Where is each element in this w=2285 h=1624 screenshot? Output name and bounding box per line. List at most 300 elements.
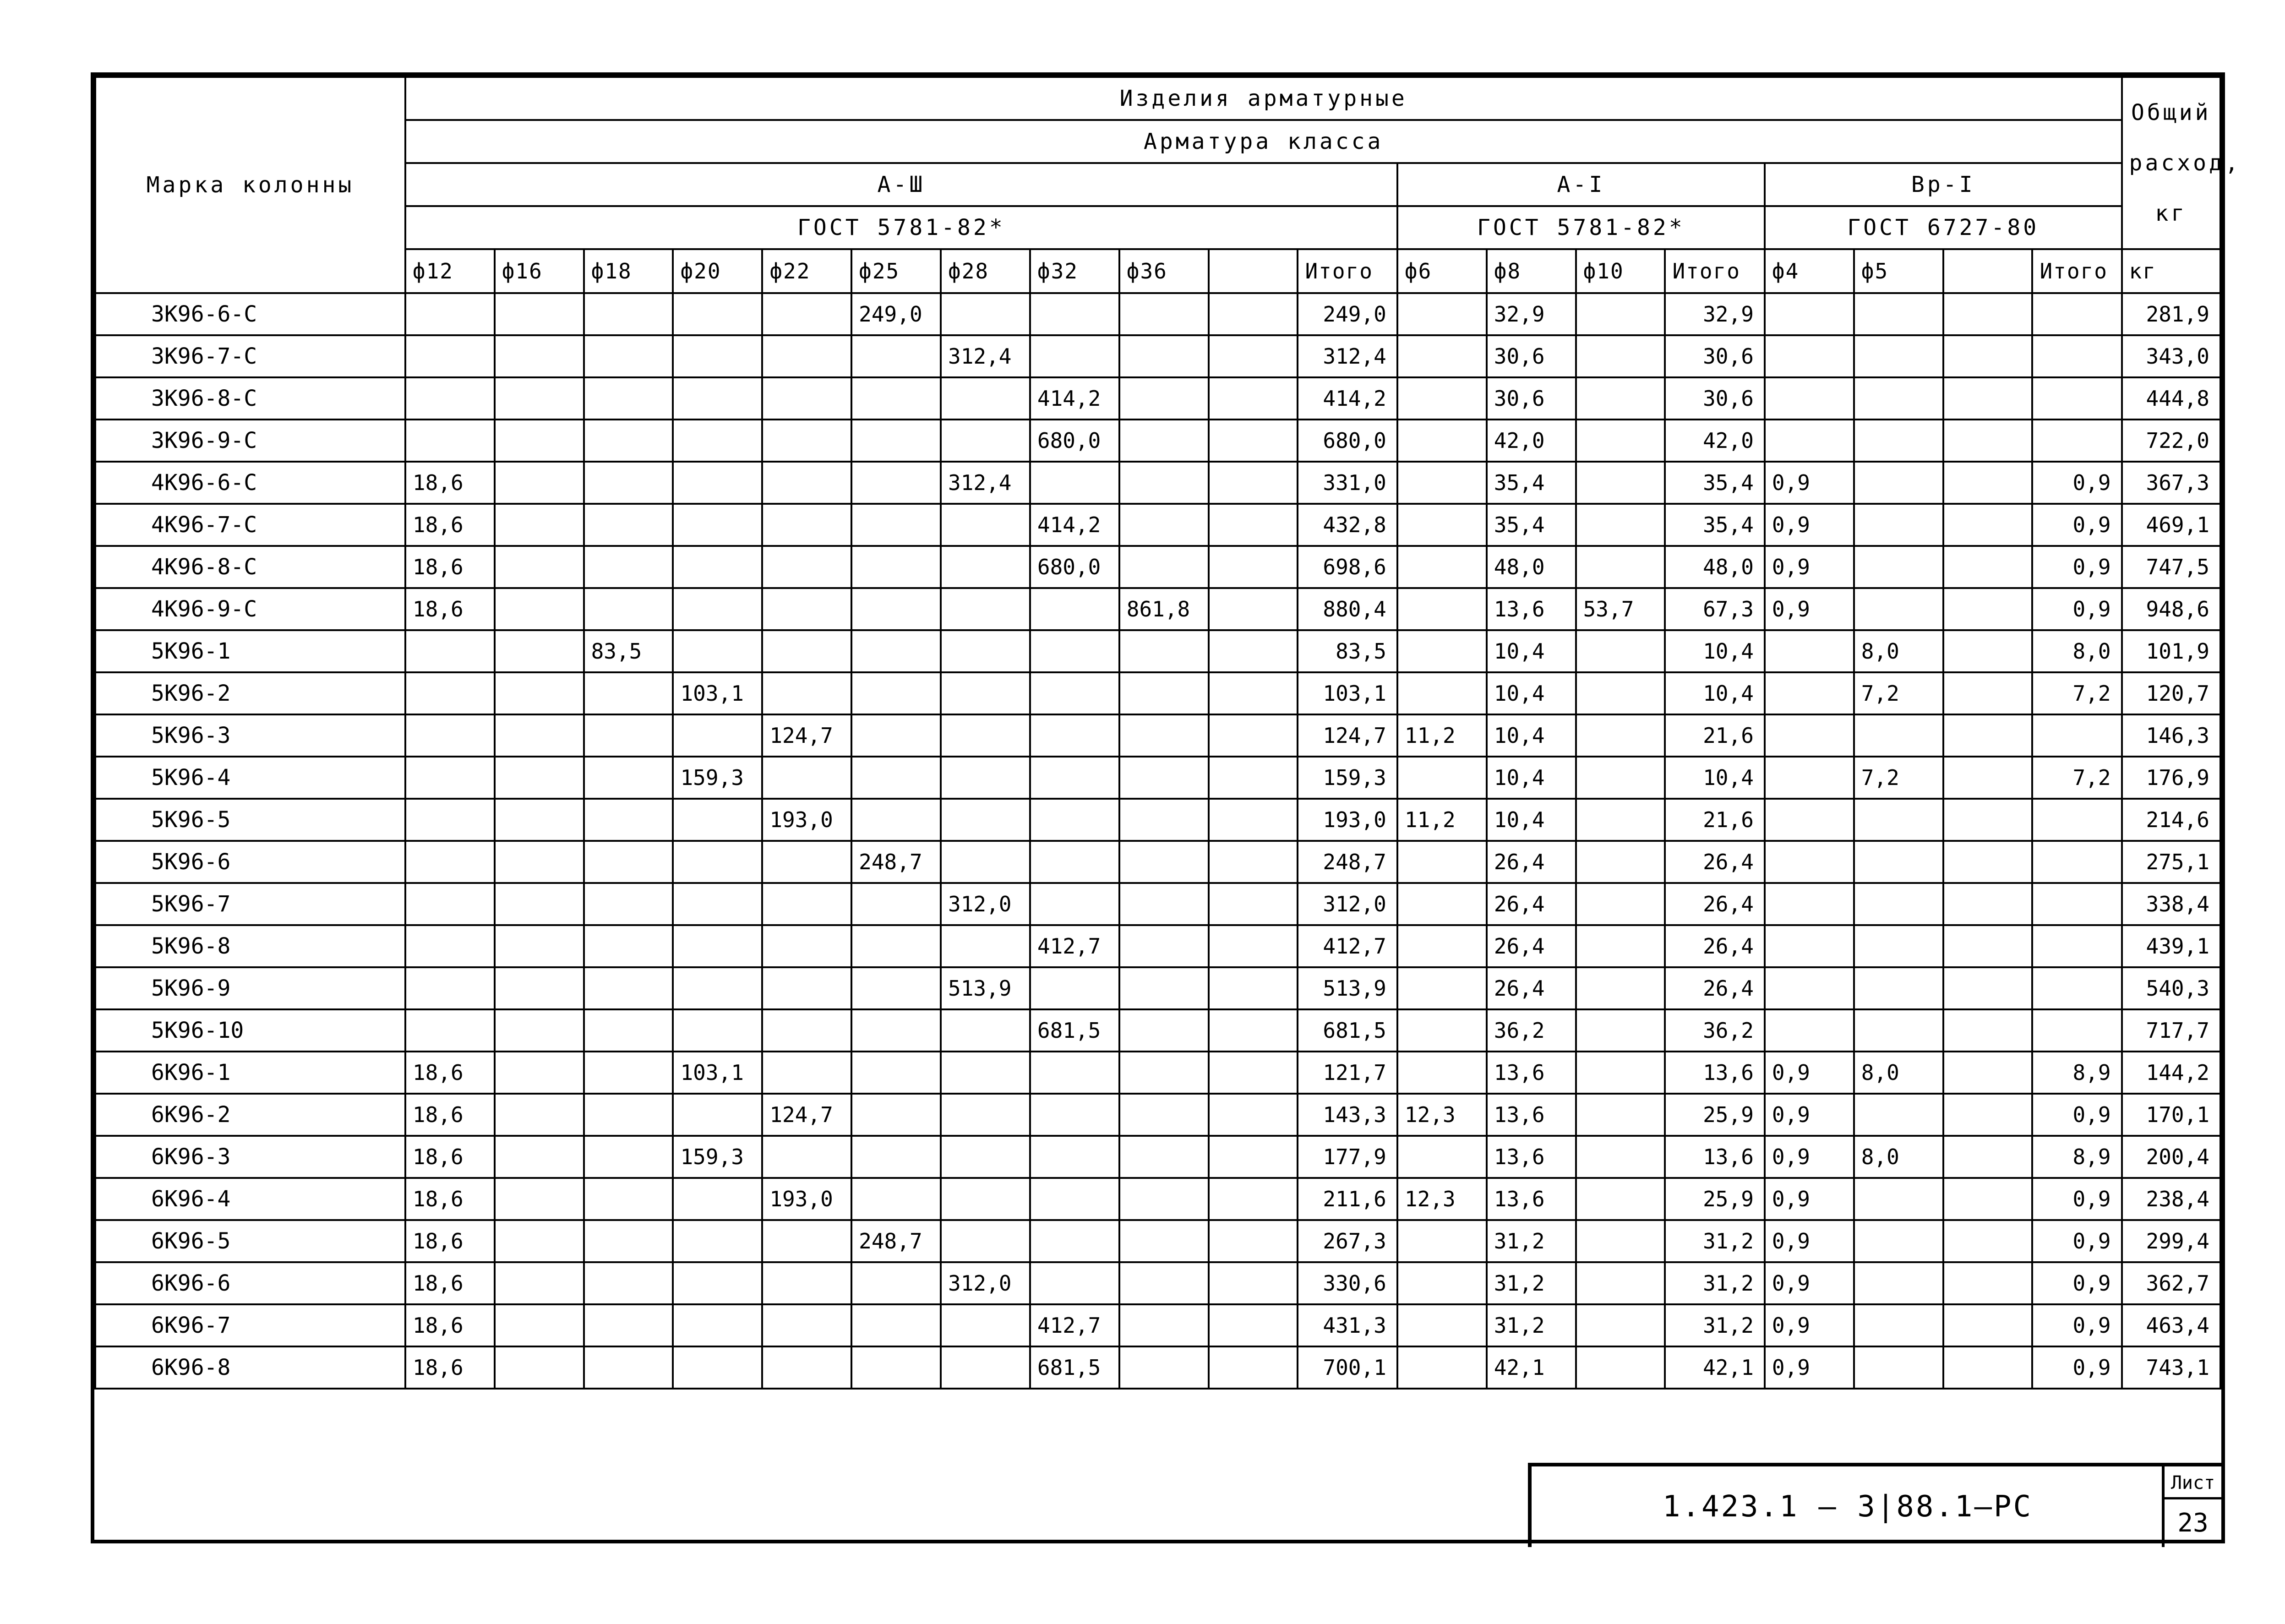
table-cell — [762, 335, 851, 377]
table-cell: 159,3 — [1298, 757, 1397, 799]
table-cell — [941, 377, 1030, 420]
table-cell: 159,3 — [673, 757, 762, 799]
table-cell — [1209, 1304, 1298, 1346]
table-cell: 431,3 — [1298, 1304, 1397, 1346]
table-cell: 18,6 — [405, 504, 495, 546]
table-cell — [1943, 504, 2033, 546]
table-cell — [1943, 1052, 2033, 1094]
table-cell — [673, 420, 762, 462]
header-row-diameters — [95, 249, 2220, 293]
group-a3-class: А-Ш — [405, 163, 1397, 206]
table-cell: 48,0 — [1665, 546, 1764, 588]
table-cell — [851, 799, 941, 841]
table-cell — [673, 588, 762, 630]
table-cell — [1397, 1136, 1487, 1178]
table-cell: 32,9 — [1487, 293, 1576, 335]
table-cell — [584, 883, 673, 925]
table-cell — [941, 925, 1030, 967]
table-cell: 26,4 — [1487, 841, 1576, 883]
column-header-2: ф18 — [584, 249, 673, 293]
table-cell — [1576, 462, 1665, 504]
table-cell — [1119, 504, 1209, 546]
table-row — [95, 1009, 2220, 1052]
table-cell: 700,1 — [1298, 1346, 1397, 1389]
table-cell: 0,9 — [1765, 1178, 1854, 1220]
table-cell — [495, 462, 584, 504]
row-total: 146,3 — [2122, 714, 2220, 757]
row-total: 469,1 — [2122, 504, 2220, 546]
table-cell — [1119, 1346, 1209, 1389]
table-cell — [2032, 377, 2121, 420]
column-header-17 — [1943, 249, 2033, 293]
table-cell — [1397, 504, 1487, 546]
row-mark: 5К96-2 — [95, 672, 405, 714]
table-cell — [2032, 714, 2121, 757]
table-cell — [1209, 925, 1298, 967]
table-cell: 0,9 — [2032, 1094, 2121, 1136]
row-mark: 4К96-8-С — [95, 546, 405, 588]
table-cell — [1030, 1052, 1119, 1094]
table-cell — [673, 1262, 762, 1304]
table-cell — [1119, 293, 1209, 335]
table-cell: 193,0 — [762, 1178, 851, 1220]
column-header-3: ф20 — [673, 249, 762, 293]
table-cell: 0,9 — [2032, 1262, 2121, 1304]
table-cell — [405, 420, 495, 462]
row-mark: 5К96-3 — [95, 714, 405, 757]
table-cell — [495, 1052, 584, 1094]
table-cell — [405, 925, 495, 967]
table-cell — [1576, 377, 1665, 420]
table-cell — [673, 630, 762, 672]
table-cell: 249,0 — [851, 293, 941, 335]
table-cell — [1119, 630, 1209, 672]
table-cell: 26,4 — [1665, 841, 1764, 883]
table-cell — [495, 714, 584, 757]
table-cell: 0,9 — [1765, 1136, 1854, 1178]
table-cell — [1576, 841, 1665, 883]
table-cell — [1030, 293, 1119, 335]
table-cell: 35,4 — [1487, 462, 1576, 504]
table-cell: 193,0 — [762, 799, 851, 841]
table-cell: 143,3 — [1298, 1094, 1397, 1136]
table-cell — [2032, 925, 2121, 967]
table-cell: 42,1 — [1665, 1346, 1764, 1389]
table-cell — [1943, 799, 2033, 841]
table-cell — [1209, 883, 1298, 925]
table-cell: 35,4 — [1665, 462, 1764, 504]
row-total: 463,4 — [2122, 1304, 2220, 1346]
table-cell — [1209, 1220, 1298, 1262]
table-cell — [1119, 1178, 1209, 1220]
header-row-products — [95, 77, 2220, 120]
table-cell: 8,0 — [2032, 630, 2121, 672]
column-header-0: ф12 — [405, 249, 495, 293]
table-cell — [405, 714, 495, 757]
class-title: Арматура класса — [405, 120, 2122, 163]
table-row — [95, 1094, 2220, 1136]
table-cell — [1943, 1304, 2033, 1346]
row-total: 101,9 — [2122, 630, 2220, 672]
table-cell — [495, 757, 584, 799]
table-cell — [1943, 757, 2033, 799]
table-cell — [762, 588, 851, 630]
row-total: 722,0 — [2122, 420, 2220, 462]
table-cell — [1943, 1178, 2033, 1220]
table-cell: 10,4 — [1487, 714, 1576, 757]
table-cell — [1209, 462, 1298, 504]
table-cell: 53,7 — [1576, 588, 1665, 630]
table-cell — [405, 967, 495, 1009]
table-cell — [673, 1304, 762, 1346]
table-cell — [851, 1052, 941, 1094]
table-cell — [584, 967, 673, 1009]
table-cell — [1854, 1220, 1943, 1262]
table-cell — [1119, 462, 1209, 504]
table-cell: 513,9 — [1298, 967, 1397, 1009]
document-code: 1.423.1 – 3|88.1–РС — [1662, 1490, 2033, 1524]
table-cell: 680,0 — [1030, 420, 1119, 462]
table-cell: 267,3 — [1298, 1220, 1397, 1262]
table-cell — [941, 588, 1030, 630]
table-cell — [1397, 630, 1487, 672]
table-cell — [1576, 546, 1665, 588]
table-cell: 0,9 — [1765, 504, 1854, 546]
table-row — [95, 462, 2220, 504]
table-cell — [1397, 757, 1487, 799]
row-total: 367,3 — [2122, 462, 2220, 504]
table-cell: 7,2 — [1854, 672, 1943, 714]
table-row — [95, 420, 2220, 462]
row-mark: 6К96-6 — [95, 1262, 405, 1304]
table-cell: 36,2 — [1665, 1009, 1764, 1052]
table-cell — [1576, 757, 1665, 799]
table-row — [95, 925, 2220, 967]
table-cell — [2032, 420, 2121, 462]
table-cell — [2032, 293, 2121, 335]
table-cell — [673, 925, 762, 967]
table-row — [95, 1136, 2220, 1178]
title-block — [1528, 1463, 2221, 1547]
table-cell: 18,6 — [405, 588, 495, 630]
table-cell — [1209, 293, 1298, 335]
table-cell — [405, 630, 495, 672]
table-cell — [495, 799, 584, 841]
table-cell — [1943, 1220, 2033, 1262]
table-cell — [762, 1136, 851, 1178]
table-cell — [762, 377, 851, 420]
table-cell: 680,0 — [1030, 546, 1119, 588]
table-cell — [1854, 1178, 1943, 1220]
table-cell: 0,9 — [1765, 1052, 1854, 1094]
table-cell — [1943, 883, 2033, 925]
row-total: 948,6 — [2122, 588, 2220, 630]
table-cell — [405, 757, 495, 799]
table-cell: 0,9 — [2032, 1220, 2121, 1262]
table-cell — [1119, 546, 1209, 588]
table-cell — [584, 1262, 673, 1304]
table-cell — [1119, 1094, 1209, 1136]
table-cell: 21,6 — [1665, 714, 1764, 757]
table-cell: 121,7 — [1298, 1052, 1397, 1094]
table-cell: 248,7 — [1298, 841, 1397, 883]
table-row — [95, 1346, 2220, 1389]
table-cell — [1943, 293, 2033, 335]
table-cell — [1030, 335, 1119, 377]
table-cell: 31,2 — [1487, 1262, 1576, 1304]
drawing-frame — [91, 72, 2241, 1543]
table-cell — [1854, 420, 1943, 462]
table-cell — [495, 546, 584, 588]
table-cell — [1943, 1346, 2033, 1389]
table-cell — [405, 335, 495, 377]
table-cell — [1576, 1094, 1665, 1136]
table-cell — [1765, 377, 1854, 420]
table-cell — [1030, 672, 1119, 714]
table-cell — [1943, 1262, 2033, 1304]
column-header-15: ф4 — [1765, 249, 1854, 293]
table-cell: 13,6 — [1665, 1052, 1764, 1094]
table-cell: 248,7 — [851, 1220, 941, 1262]
row-total: 439,1 — [2122, 925, 2220, 967]
table-cell — [495, 588, 584, 630]
table-cell — [1397, 967, 1487, 1009]
table-cell — [1030, 1220, 1119, 1262]
column-header-10: Итого — [1298, 249, 1397, 293]
table-cell — [495, 883, 584, 925]
table-cell — [1119, 841, 1209, 883]
table-cell — [762, 293, 851, 335]
table-cell — [673, 1220, 762, 1262]
table-cell — [1119, 1052, 1209, 1094]
row-mark: 6К96-5 — [95, 1220, 405, 1262]
table-cell: 48,0 — [1487, 546, 1576, 588]
column-header-18: Итого — [2032, 249, 2121, 293]
row-mark: 6К96-7 — [95, 1304, 405, 1346]
table-cell: 35,4 — [1665, 504, 1764, 546]
table-cell: 414,2 — [1030, 504, 1119, 546]
table-cell — [1209, 420, 1298, 462]
table-cell — [1576, 967, 1665, 1009]
table-cell: 312,0 — [1298, 883, 1397, 925]
table-cell — [1119, 925, 1209, 967]
table-cell — [1397, 1052, 1487, 1094]
table-cell — [762, 757, 851, 799]
table-cell — [1397, 1346, 1487, 1389]
table-cell — [1854, 883, 1943, 925]
table-cell — [673, 841, 762, 883]
table-cell: 432,8 — [1298, 504, 1397, 546]
table-cell: 248,7 — [851, 841, 941, 883]
table-cell: 414,2 — [1030, 377, 1119, 420]
table-cell — [941, 504, 1030, 546]
table-cell — [762, 1262, 851, 1304]
table-cell — [1397, 377, 1487, 420]
table-cell — [851, 588, 941, 630]
table-cell — [673, 462, 762, 504]
table-row — [95, 335, 2220, 377]
table-cell — [1030, 883, 1119, 925]
row-total: 717,7 — [2122, 1009, 2220, 1052]
table-cell — [495, 672, 584, 714]
table-cell — [584, 377, 673, 420]
table-cell — [2032, 799, 2121, 841]
table-cell: 12,3 — [1397, 1178, 1487, 1220]
table-cell — [851, 335, 941, 377]
table-cell — [762, 925, 851, 967]
table-cell — [1209, 967, 1298, 1009]
table-cell: 8,9 — [2032, 1052, 2121, 1094]
table-cell — [584, 504, 673, 546]
column-header-6: ф28 — [941, 249, 1030, 293]
table-cell: 13,6 — [1487, 1094, 1576, 1136]
table-cell — [673, 1094, 762, 1136]
table-cell — [1576, 420, 1665, 462]
table-cell: 83,5 — [1298, 630, 1397, 672]
table-cell: 249,0 — [1298, 293, 1397, 335]
table-cell: 312,4 — [941, 462, 1030, 504]
table-cell — [1397, 672, 1487, 714]
table-cell: 103,1 — [673, 672, 762, 714]
table-cell — [1854, 714, 1943, 757]
column-header-11: ф6 — [1397, 249, 1487, 293]
table-cell — [1397, 1262, 1487, 1304]
table-cell — [1397, 1009, 1487, 1052]
table-cell: 13,6 — [1487, 588, 1576, 630]
table-cell: 0,9 — [2032, 588, 2121, 630]
table-cell — [405, 672, 495, 714]
table-cell — [1209, 377, 1298, 420]
table-cell — [673, 1009, 762, 1052]
table-cell: 0,9 — [1765, 1346, 1854, 1389]
table-cell — [1576, 630, 1665, 672]
table-cell: 26,4 — [1665, 925, 1764, 967]
table-cell: 26,4 — [1665, 967, 1764, 1009]
table-cell — [1854, 841, 1943, 883]
table-cell — [1576, 293, 1665, 335]
table-cell — [1576, 672, 1665, 714]
row-mark: 4К96-7-С — [95, 504, 405, 546]
table-row — [95, 630, 2220, 672]
table-cell: 10,4 — [1665, 630, 1764, 672]
table-cell — [762, 630, 851, 672]
table-cell — [1943, 1094, 2033, 1136]
table-cell — [1397, 462, 1487, 504]
table-cell: 13,6 — [1487, 1136, 1576, 1178]
table-cell — [495, 1178, 584, 1220]
table-cell — [1397, 841, 1487, 883]
table-cell — [941, 1220, 1030, 1262]
row-total: 144,2 — [2122, 1052, 2220, 1094]
table-cell: 8,0 — [1854, 1052, 1943, 1094]
table-cell: 7,2 — [1854, 757, 1943, 799]
table-cell — [1397, 420, 1487, 462]
sheet-number: 23 — [2177, 1508, 2209, 1538]
unit-header: кг — [2122, 249, 2220, 293]
table-cell — [584, 546, 673, 588]
table-cell — [495, 377, 584, 420]
table-cell: 8,0 — [1854, 630, 1943, 672]
table-cell: 0,9 — [1765, 462, 1854, 504]
table-cell — [1209, 841, 1298, 883]
table-cell: 330,6 — [1298, 1262, 1397, 1304]
table-cell — [584, 1136, 673, 1178]
table-cell — [1119, 1304, 1209, 1346]
table-cell — [1030, 1262, 1119, 1304]
table-cell: 312,4 — [1298, 335, 1397, 377]
table-cell — [1119, 883, 1209, 925]
column-header-14: Итого — [1665, 249, 1764, 293]
table-cell — [1209, 588, 1298, 630]
table-cell — [1765, 420, 1854, 462]
row-total: 343,0 — [2122, 335, 2220, 377]
table-cell — [584, 799, 673, 841]
table-cell — [2032, 967, 2121, 1009]
table-cell: 0,9 — [2032, 462, 2121, 504]
table-cell: 513,9 — [941, 967, 1030, 1009]
table-cell — [495, 1220, 584, 1262]
table-cell: 312,4 — [941, 335, 1030, 377]
table-cell — [495, 1262, 584, 1304]
table-cell: 124,7 — [762, 1094, 851, 1136]
table-cell: 103,1 — [1298, 672, 1397, 714]
table-cell — [1397, 1304, 1487, 1346]
table-cell: 0,9 — [2032, 546, 2121, 588]
table-cell — [1765, 799, 1854, 841]
table-cell: 18,6 — [405, 1094, 495, 1136]
table-row — [95, 757, 2220, 799]
table-cell — [495, 1009, 584, 1052]
table-cell: 0,9 — [1765, 588, 1854, 630]
column-header-1: ф16 — [495, 249, 584, 293]
table-cell: 0,9 — [1765, 1262, 1854, 1304]
table-cell — [1119, 377, 1209, 420]
table-cell — [495, 293, 584, 335]
table-cell: 10,4 — [1487, 672, 1576, 714]
table-cell — [1765, 293, 1854, 335]
row-mark: 5К96-8 — [95, 925, 405, 967]
table-cell — [1030, 841, 1119, 883]
table-row — [95, 588, 2220, 630]
table-cell — [851, 1136, 941, 1178]
group-a1-class: А-I — [1397, 163, 1765, 206]
table-cell: 12,3 — [1397, 1094, 1487, 1136]
table-cell — [1576, 883, 1665, 925]
table-cell: 10,4 — [1665, 757, 1764, 799]
table-cell: 36,2 — [1487, 1009, 1576, 1052]
table-cell — [1209, 335, 1298, 377]
table-cell — [851, 1094, 941, 1136]
table-cell — [1854, 1262, 1943, 1304]
table-cell: 13,6 — [1487, 1178, 1576, 1220]
table-cell: 0,9 — [2032, 504, 2121, 546]
group-a1-gost: ГОСТ 5781-82* — [1397, 206, 1765, 249]
group-vr1-gost: ГОСТ 6727-80 — [1765, 206, 2122, 249]
table-row — [95, 883, 2220, 925]
table-cell: 42,0 — [1487, 420, 1576, 462]
table-cell: 124,7 — [1298, 714, 1397, 757]
table-cell — [851, 1178, 941, 1220]
table-cell: 412,7 — [1298, 925, 1397, 967]
row-total: 743,1 — [2122, 1346, 2220, 1389]
table-cell — [1576, 1052, 1665, 1094]
table-cell: 31,2 — [1487, 1304, 1576, 1346]
table-cell — [941, 1052, 1030, 1094]
table-cell — [673, 377, 762, 420]
table-cell — [1397, 293, 1487, 335]
table-cell — [762, 420, 851, 462]
table-cell: 26,4 — [1487, 883, 1576, 925]
